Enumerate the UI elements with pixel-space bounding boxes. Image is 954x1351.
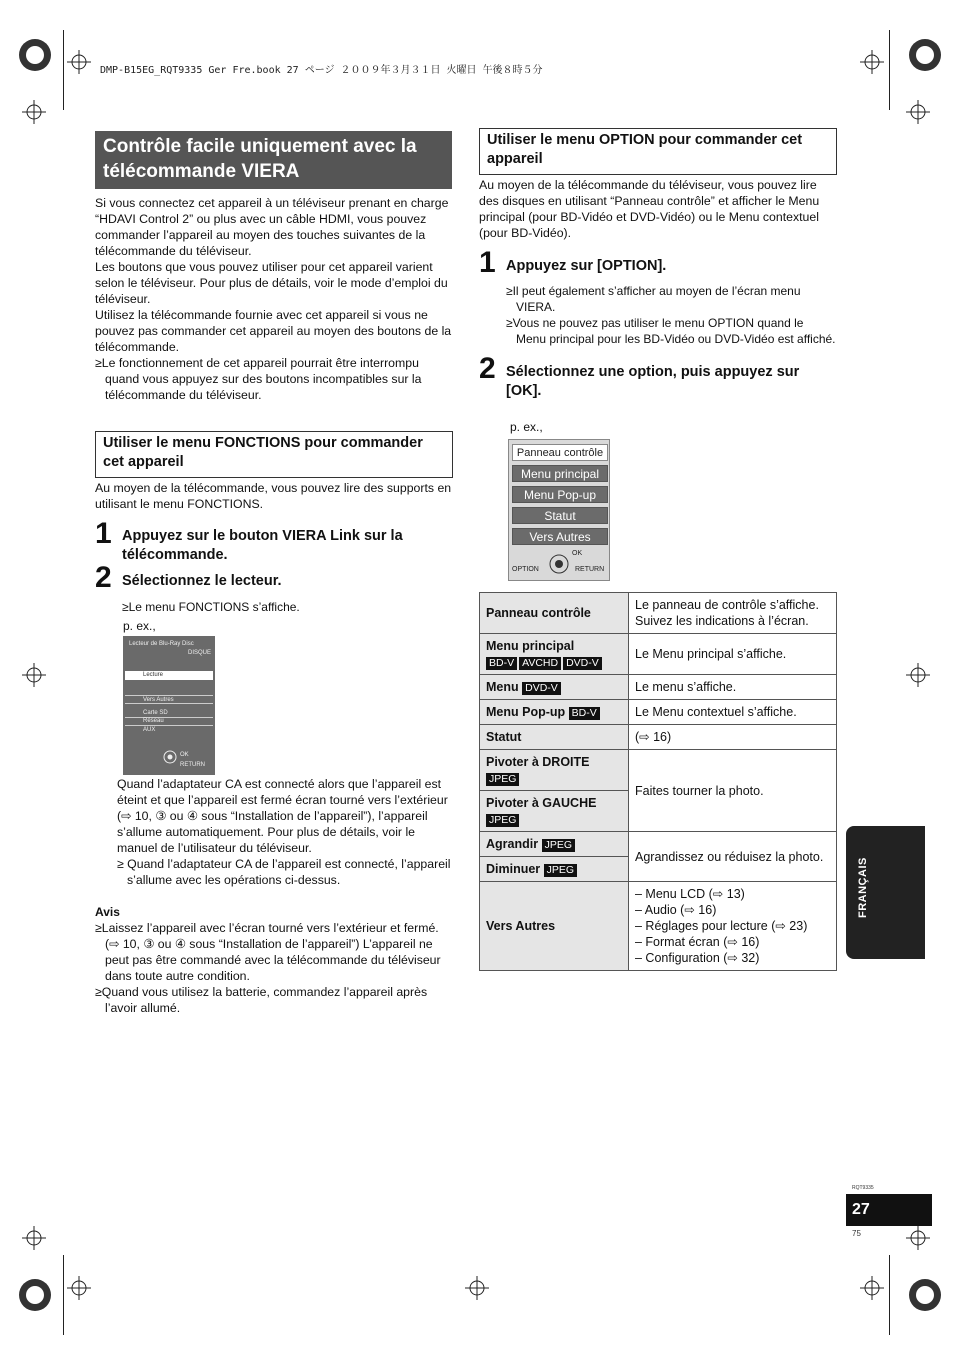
language-label: FRANÇAIS xyxy=(857,857,869,918)
crosshair-icon xyxy=(67,1276,91,1300)
tag-jpeg: JPEG xyxy=(486,773,519,786)
table-row xyxy=(480,700,837,725)
tag-jpeg: JPEG xyxy=(486,814,519,827)
table-row xyxy=(480,634,837,675)
step-bullet: ≥Vous ne pouvez pas utiliser le menu OPTION quand le Menu principal pour les BD-Vidéo ou DVD-Vidéo est affiché. xyxy=(506,316,836,346)
dpad-icon xyxy=(163,750,177,764)
table-value: Agrandissez ou réduisez la photo. xyxy=(629,832,837,882)
notice-title: Avis xyxy=(95,905,120,919)
option-menu-item: Menu Pop-up xyxy=(512,486,608,503)
intro-block xyxy=(95,195,455,403)
table-key xyxy=(480,700,629,725)
option-menu-item: Menu principal xyxy=(512,465,608,482)
fn-menu-title: Lecteur de Blu-Ray Disc xyxy=(129,641,194,647)
fn-menu-disc: DISQUE xyxy=(187,650,211,656)
crosshair-icon xyxy=(906,1226,930,1250)
step-text: Appuyez sur le bouton VIERA Link sur la télécommande. xyxy=(122,528,403,563)
table-row xyxy=(480,593,837,634)
option-return-label: RETURN xyxy=(575,566,605,573)
table-key-label: Pivoter à DROITE xyxy=(486,755,590,769)
table-row xyxy=(480,832,837,857)
step-text: Sélectionnez le lecteur. xyxy=(122,573,282,589)
print-header: DMP-B15EG_RQT9335 Ger Fre.book 27 ページ ２００９年３月３１日 火曜日 午後８時５分 xyxy=(100,65,543,76)
dpad-icon xyxy=(549,554,569,574)
example-label: p. ex., xyxy=(510,420,543,434)
tag-dvd-v: DVD-V xyxy=(522,682,561,695)
fn-menu-item: Lecture xyxy=(125,671,213,680)
tag-bd-v: BD-V xyxy=(569,707,600,720)
table-key: Statut xyxy=(480,725,629,750)
option-option-label: OPTION xyxy=(512,566,539,573)
notice-bullet: ≥Laissez l’appareil avec l’écran tourné vers l’extérieur et fermé. (⇨ 10, ③ ou ④ sous “Installation de l’appareil”) L’appareil ne peut pas être commandé avec la télécommande du téléviseur dans toute autre condition. xyxy=(95,921,441,983)
crosshair-icon xyxy=(22,1226,46,1250)
tag-jpeg: JPEG xyxy=(544,864,577,877)
crosshair-icon xyxy=(860,50,884,74)
page-number: 27 xyxy=(846,1194,932,1226)
table-key: Panneau contrôle xyxy=(480,593,629,634)
crop-line xyxy=(63,30,64,110)
table-value xyxy=(629,882,837,971)
option-menu-item: Vers Autres xyxy=(512,528,608,545)
step-bullet: ≥Le menu FONCTIONS s’affiche. xyxy=(122,600,300,614)
step-number: 2 xyxy=(95,561,112,594)
auto-power-bullet: ≥ Quand l’adaptateur CA de l’appareil est connecté, l’appareil s’allume avec les opérations ci-dessus. xyxy=(117,857,451,887)
intro-paragraph: Les boutons que vous pouvez utiliser pour cet appareil varient selon le téléviseur. Pour plus de détails, voir le mode d’emploi du téléviseur. xyxy=(95,260,448,306)
crop-line xyxy=(63,1255,64,1335)
table-key xyxy=(480,634,629,675)
fn-menu-item: Vers Autres xyxy=(125,695,213,704)
list-item: – Audio (⇨ 16) xyxy=(635,903,717,917)
intro-bullet: ≥Le fonctionnement de cet appareil pourrait être interrompu quand vous appuyez sur des boutons incompatibles sur la télécommande du téléviseur. xyxy=(95,356,422,402)
crosshair-icon xyxy=(906,100,930,124)
table-value: Faites tourner la photo. xyxy=(629,750,837,832)
option-menu-item: Panneau contrôle xyxy=(512,444,608,461)
table-value: Le Menu contextuel s’affiche. xyxy=(629,700,837,725)
table-value: Le Menu principal s’affiche. xyxy=(629,634,837,675)
table-row xyxy=(480,725,837,750)
step-number: 1 xyxy=(479,246,496,279)
crosshair-icon xyxy=(22,100,46,124)
subsection-title: Utiliser le menu FONCTIONS pour commander cet appareil xyxy=(95,431,453,478)
fn-menu-item: Carte SD xyxy=(125,709,213,718)
table-key-label: Menu principal xyxy=(486,639,575,653)
crosshair-icon xyxy=(906,663,930,687)
subsection-title: Utiliser le menu OPTION pour commander cet appareil xyxy=(479,128,837,175)
table-key-label: Menu Pop-up xyxy=(486,705,566,719)
option-ok-label: OK xyxy=(572,550,583,557)
table-key xyxy=(480,832,629,857)
tag-bd-v: BD-V xyxy=(486,657,517,670)
crosshair-icon xyxy=(22,663,46,687)
option-menu-item: Statut xyxy=(512,507,608,524)
auto-power-paragraph: Quand l’adaptateur CA est connecté alors que l’appareil est éteint et que l’appareil est fermé écran tourné vers l’extérieur (⇨ 10, ③ ou ④ sous “Installation de l’appareil”), l’appareil s’allume automatiquement. Pour plus de détails, voir le manuel de l’utilisateur du téléviseur. xyxy=(117,777,448,855)
table-row xyxy=(480,750,837,791)
table-row xyxy=(480,675,837,700)
subsection-intro: Au moyen de la télécommande du téléviseur, vous pouvez lire des disques en utilisant “Panneau contrôle” et afficher le Menu principal (pour BD-Vidéo et DVD-Vidéo) ou le Menu contextuel (pour BD-Vidéo). xyxy=(479,178,820,240)
table-row xyxy=(480,882,837,971)
table-key xyxy=(480,675,629,700)
functions-menu-screenshot xyxy=(123,636,215,775)
rqt-code: RQT9335 xyxy=(852,1185,874,1191)
option-menu-screenshot xyxy=(508,439,610,581)
subsection-intro: Au moyen de la télécommande, vous pouvez lire des supports en utilisant le menu FONCTIONS. xyxy=(95,481,452,511)
crop-line xyxy=(889,30,890,110)
crosshair-icon xyxy=(465,1276,489,1300)
list-item: – Format écran (⇨ 16) xyxy=(635,935,760,949)
table-key-label: Pivoter à GAUCHE xyxy=(486,796,597,810)
table-key-label: Menu xyxy=(486,680,519,694)
crop-line xyxy=(889,1255,890,1335)
fn-menu-item: Réseau xyxy=(125,717,213,726)
crosshair-icon xyxy=(860,1276,884,1300)
list-item: – Configuration (⇨ 32) xyxy=(635,951,760,965)
notice-bullet: ≥Quand vous utilisez la batterie, commandez l’appareil après l’avoir allumé. xyxy=(95,985,428,1015)
step-text: Sélectionnez une option, puis appuyez sur [OK]. xyxy=(506,364,800,399)
registration-mark-icon xyxy=(905,35,945,75)
table-value: Le menu s’affiche. xyxy=(629,675,837,700)
table-key-label: Agrandir xyxy=(486,837,539,851)
small-page-number: 75 xyxy=(852,1229,861,1238)
tag-jpeg: JPEG xyxy=(542,839,575,852)
option-table xyxy=(479,592,837,971)
table-value: Le panneau de contrôle s’affiche. Suivez les indications à l’écran. xyxy=(629,593,837,634)
tag-avchd: AVCHD xyxy=(519,657,561,670)
table-key: Vers Autres xyxy=(480,882,629,971)
table-key xyxy=(480,857,629,882)
example-label: p. ex., xyxy=(123,619,156,633)
list-item: – Réglages pour lecture (⇨ 23) xyxy=(635,919,808,933)
table-key xyxy=(480,750,629,791)
fn-return-label: RETURN xyxy=(180,762,205,768)
table-key xyxy=(480,791,629,832)
step-number: 1 xyxy=(95,517,112,550)
table-key-label: Diminuer xyxy=(486,862,541,876)
list-item: – Menu LCD (⇨ 13) xyxy=(635,887,745,901)
registration-mark-icon xyxy=(15,35,55,75)
step-bullet: ≥Il peut également s’afficher au moyen de l’écran menu VIERA. xyxy=(506,284,801,314)
table-value: (⇨ 16) xyxy=(629,725,837,750)
section-title: Contrôle facile uniquement avec la télécommande VIERA xyxy=(95,131,452,189)
registration-mark-icon xyxy=(905,1275,945,1315)
step-text: Appuyez sur [OPTION]. xyxy=(506,258,667,274)
intro-paragraph: Utilisez la télécommande fournie avec cet appareil si vous ne pouvez pas commander cet appareil au moyen des boutons de la télécommande. xyxy=(95,308,452,354)
intro-paragraph: Si vous connectez cet appareil à un téléviseur prenant en charge “HDAVI Control 2” ou plus avec un câble HDMI, vous pouvez commander l’appareil au moyen des touches suivantes de la télécommande du téléviseur. xyxy=(95,196,449,258)
fn-menu-item: AUX xyxy=(143,727,156,733)
step-number: 2 xyxy=(479,352,496,385)
tag-dvd-v: DVD-V xyxy=(563,657,602,670)
crosshair-icon xyxy=(67,50,91,74)
registration-mark-icon xyxy=(15,1275,55,1315)
fn-ok-label: OK xyxy=(180,752,189,758)
